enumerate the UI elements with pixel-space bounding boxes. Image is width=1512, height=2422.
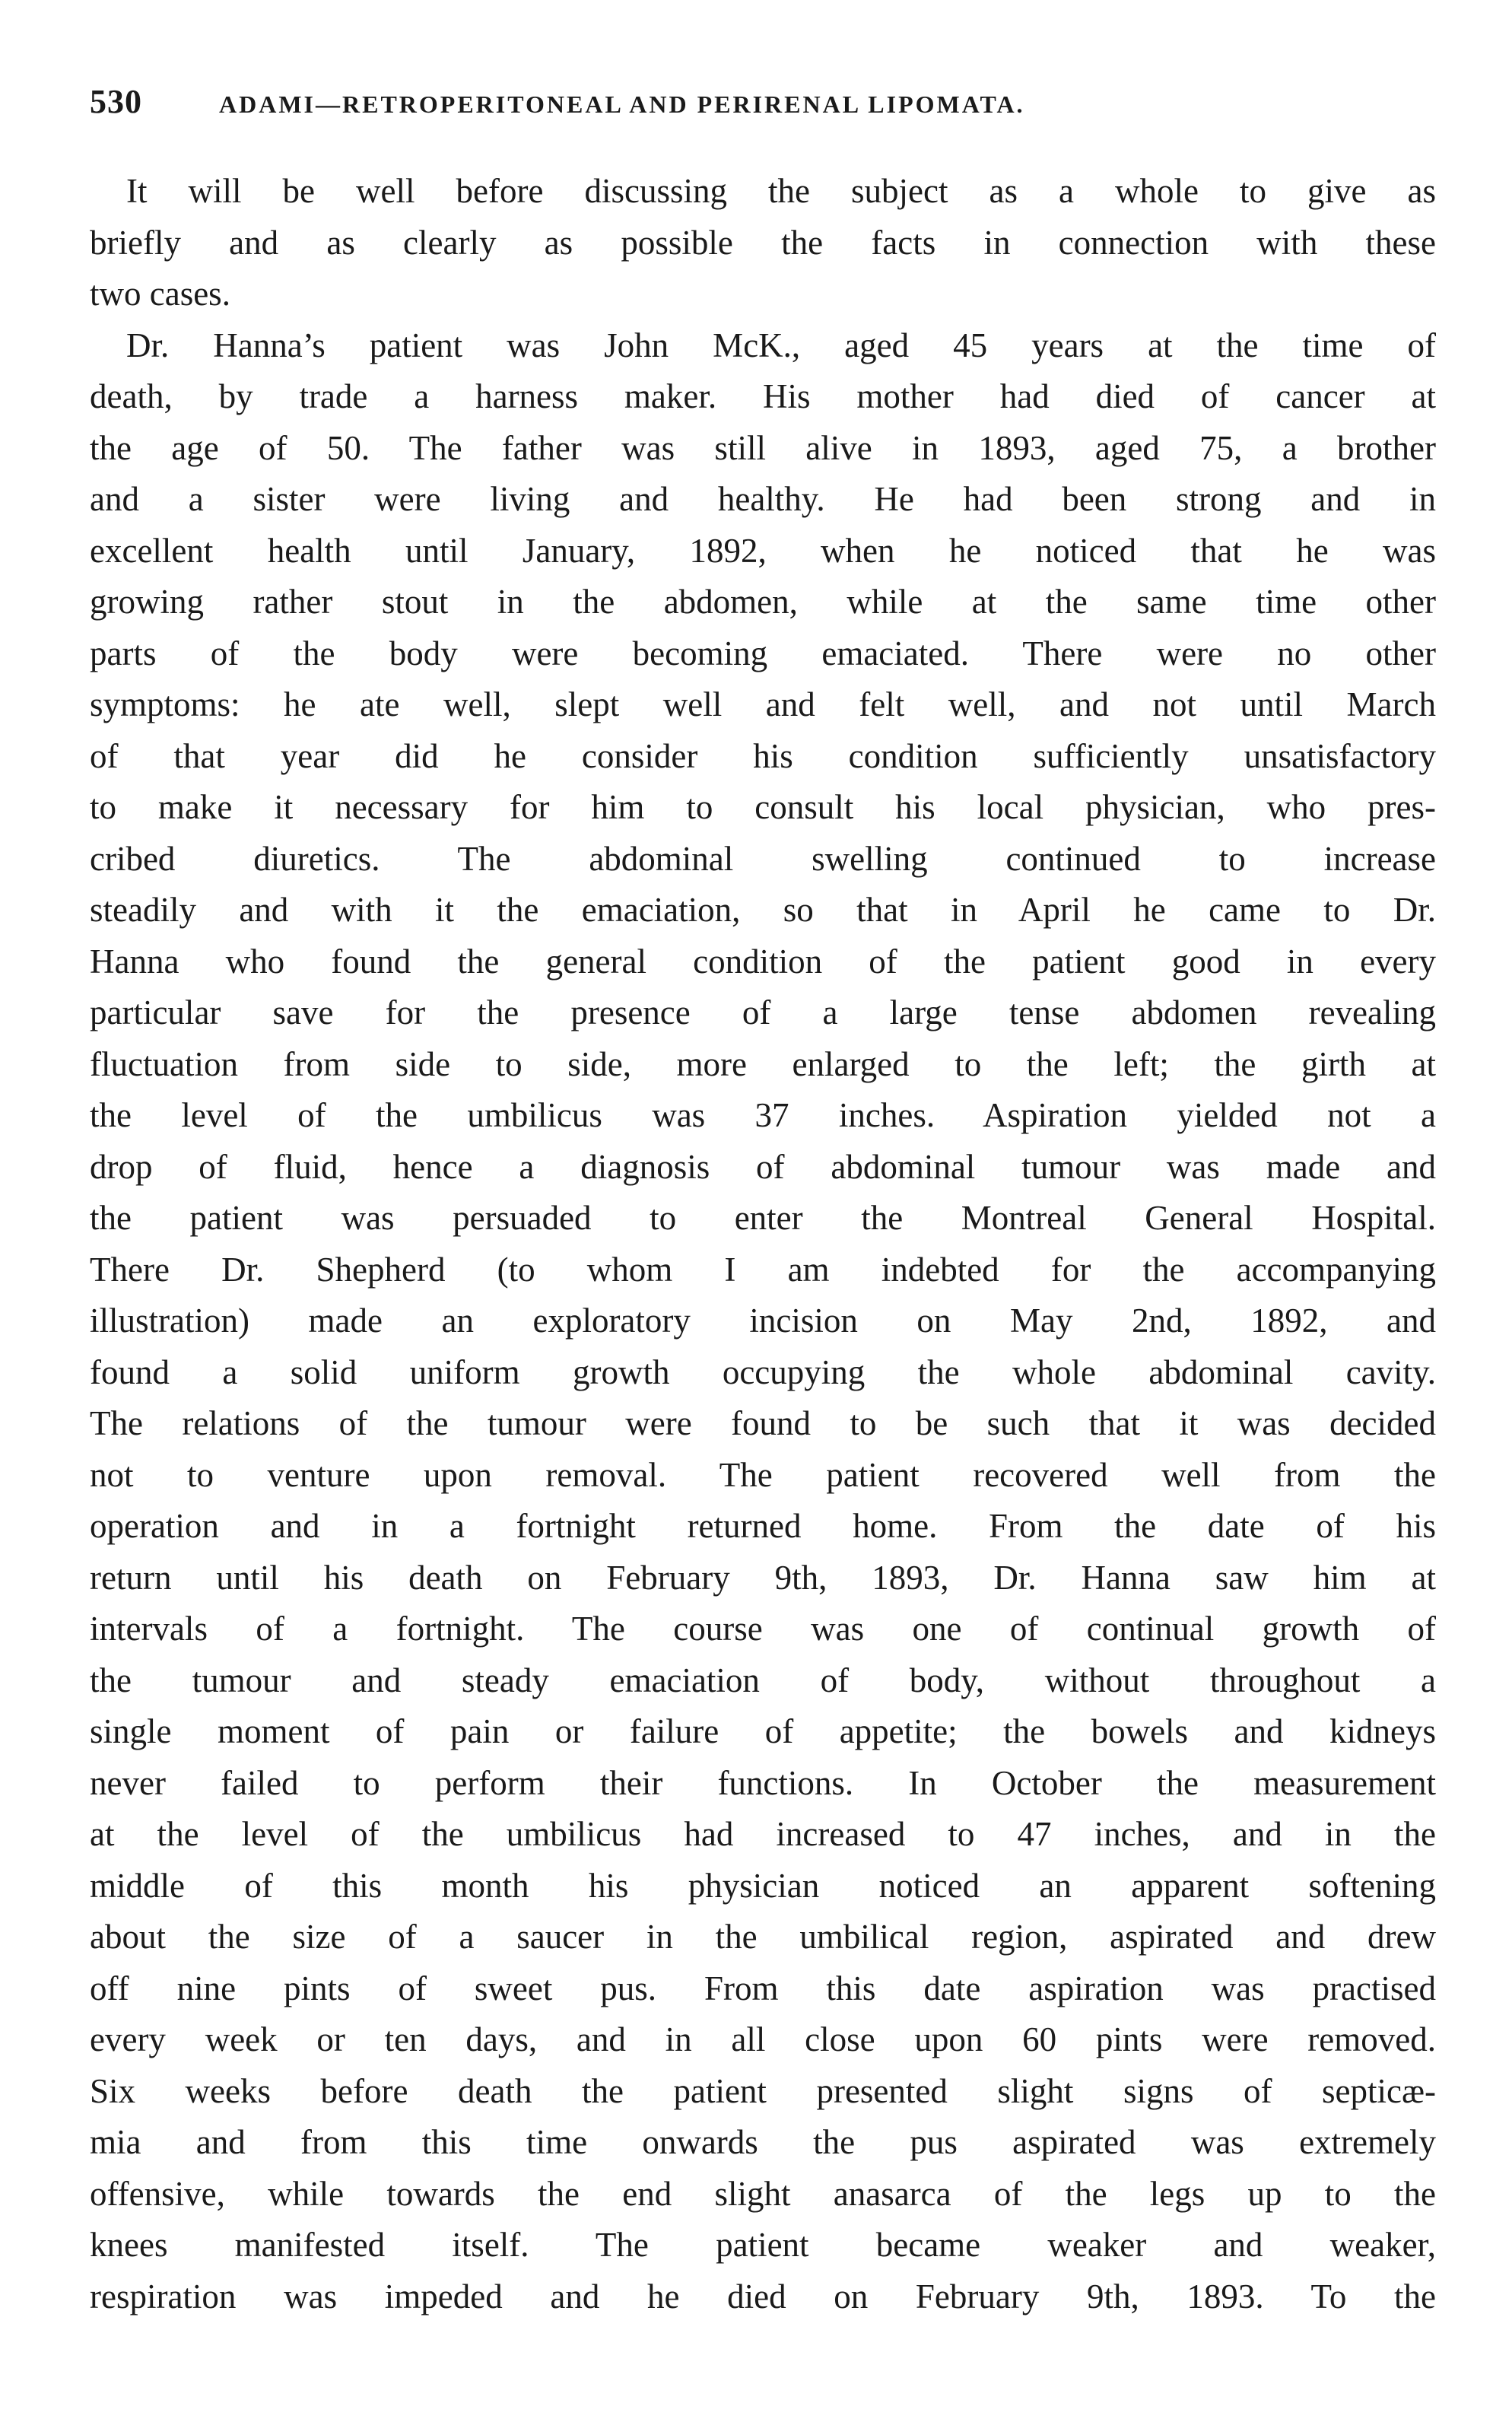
running-title: ADAMI—RETROPERITONEAL AND PERIRENAL LIPOMATA. xyxy=(219,91,1025,118)
text-line: Six weeks before death the patient presented slight signs of septicæ- xyxy=(90,2071,1436,2110)
text-line: intervals of a fortnight. The course was one of continual growth of xyxy=(90,1610,1436,1648)
text-line: found a solid uniform growth occupying the whole abdominal cavity. xyxy=(90,1352,1436,1391)
text-line: to make it necessary for him to consult his local physician, who pres- xyxy=(90,788,1436,826)
text-line: steadily and with it the emaciation, so that in April he came to Dr. xyxy=(90,891,1436,929)
text-line: the tumour and steady emaciation of body, without throughout a xyxy=(90,1661,1436,1699)
text-line: The relations of the tumour were found to be such that it was decided xyxy=(90,1404,1436,1442)
text-line: return until his death on February 9th, 1893, Dr. Hanna saw him at xyxy=(90,1558,1436,1597)
text-line: particular save for the presence of a large tense abdomen revealing xyxy=(90,993,1436,1031)
text-line: parts of the body were becoming emaciated. There were no other xyxy=(90,634,1436,672)
text-line: off nine pints of sweet pus. From this date aspiration was practised xyxy=(90,1969,1436,2007)
body-text xyxy=(90,166,1436,2322)
text-line: symptoms: he ate well, slept well and felt well, and not until March xyxy=(90,685,1436,723)
text-line: excellent health until January, 1892, when he noticed that he was xyxy=(90,531,1436,570)
text-line: fluctuation from side to side, more enlarged to the left; the girth at xyxy=(90,1044,1436,1083)
text-line: offensive, while towards the end slight anasarca of the legs up to the xyxy=(90,2174,1436,2213)
text-line: middle of this month his physician noticed an apparent softening xyxy=(90,1866,1436,1905)
paragraph xyxy=(90,166,1436,320)
text-line: single moment of pain or failure of appetite; the bowels and kidneys xyxy=(90,1712,1436,1750)
text-line: Dr. Hanna’s patient was John McK., aged 45 years at the time of xyxy=(126,326,1436,364)
text-line: respiration was impeded and he died on February 9th, 1893. To the xyxy=(90,2277,1436,2316)
text-line: the age of 50. The father was still alive in 1893, aged 75, a brother xyxy=(90,428,1436,467)
text-line: Hanna who found the general condition of the patient good in every xyxy=(90,942,1436,981)
text-line: operation and in a fortnight returned home. From the date of his xyxy=(90,1507,1436,1545)
text-line: never failed to perform their functions. In October the measurement xyxy=(90,1763,1436,1802)
running-head xyxy=(90,82,1436,128)
text-line: illustration) made an exploratory incision on May 2nd, 1892, and xyxy=(90,1302,1436,1340)
text-line: growing rather stout in the abdomen, while at the same time other xyxy=(90,583,1436,621)
text-line: every week or ten days, and in all close upon 60 pints were removed. xyxy=(90,2020,1436,2058)
text-line: There Dr. Shepherd (to whom I am indebted for the accompanying xyxy=(90,1250,1436,1289)
text-line: and a sister were living and healthy. He had been strong and in xyxy=(90,480,1436,518)
text-line: at the level of the umbilicus had increased to 47 inches, and in the xyxy=(90,1815,1436,1853)
text-line: cribed diuretics. The abdominal swelling continued to increase xyxy=(90,839,1436,878)
text-line: not to venture upon removal. The patient recovered well from the xyxy=(90,1455,1436,1494)
text-line: the patient was persuaded to enter the Montreal General Hospital. xyxy=(90,1199,1436,1237)
text-line: death, by trade a harness maker. His mother had died of cancer at xyxy=(90,377,1436,415)
paragraph xyxy=(90,320,1436,2323)
text-line: about the size of a saucer in the umbilical region, aspirated and drew xyxy=(90,1918,1436,1956)
text-line: briefly and as clearly as possible the facts in connection with these xyxy=(90,223,1436,262)
text-line: the level of the umbilicus was 37 inches. Aspiration yielded not a xyxy=(90,1096,1436,1134)
text-line: drop of fluid, hence a diagnosis of abdominal tumour was made and xyxy=(90,1147,1436,1186)
text-line: of that year did he consider his condition sufficiently unsatisfactory xyxy=(90,736,1436,775)
text-line: mia and from this time onwards the pus aspirated was extremely xyxy=(90,2123,1436,2161)
text-line: knees manifested itself. The patient became weaker and weaker, xyxy=(90,2226,1436,2264)
text-line: It will be well before discussing the subject as a whole to give as xyxy=(126,172,1436,210)
text-line: two cases. xyxy=(90,275,230,313)
page-number: 530 xyxy=(90,83,142,120)
